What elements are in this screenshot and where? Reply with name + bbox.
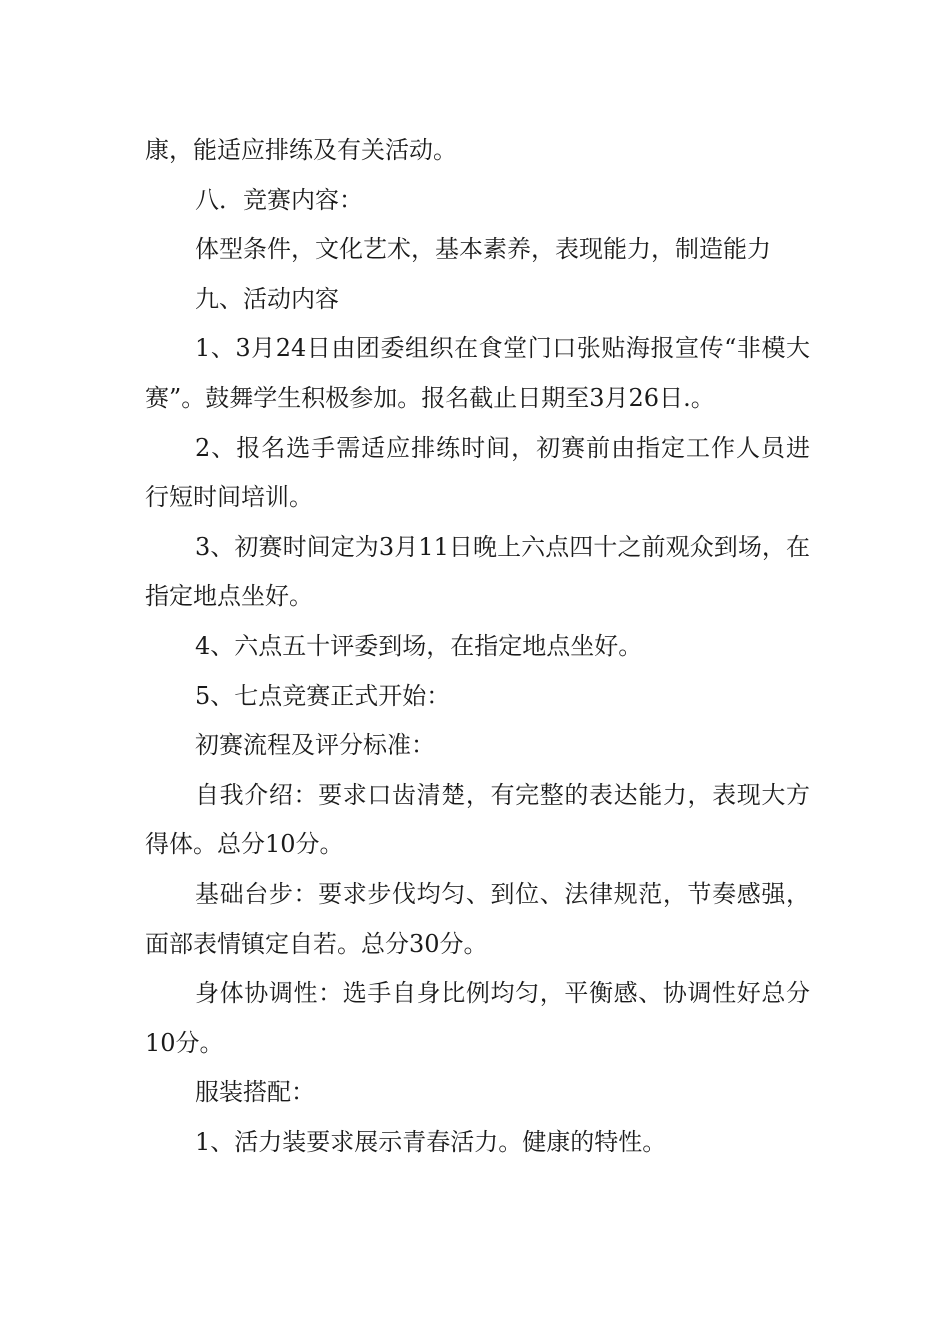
outfit-item-1: 1、活力装要求展示青春活力。健康的特性。 [195,1127,667,1156]
paragraph-continuation: 康，能适应排练及有关活动。 [145,136,457,164]
list-item-3: 3、初赛时间定为3月11日晚上六点四十之前观众到场，在指定地点坐好。 [145,532,810,611]
document-body [145,126,810,1167]
section-heading-competition-content: 八．竞赛内容： [195,185,363,214]
list-item-2: 2、报名选手需适应排练时间，初赛前由指定工作人员进行短时间培训。 [145,433,810,512]
list-item-4: 4、六点五十评委到场，在指定地点坐好。 [195,631,643,660]
list-item-1: 1、3月24日由团委组织在食堂门口张贴海报宣传“非模大赛”。鼓舞学生积极参加。报名截止日期至3月26日.。 [145,334,810,412]
subheading-outfit-matching: 服装搭配： [195,1078,315,1107]
section-heading-activity-content: 九、活动内容 [195,284,339,313]
criterion-body-coordination: 身体协调性：选手自身比例均匀，平衡感、协调性好总分10分。 [145,979,810,1057]
criterion-self-introduction: 自我介绍：要求口齿清楚，有完整的表达能力，表现大方得体。总分10分。 [145,780,810,859]
criterion-basic-catwalk: 基础台步：要求步伐均匀、到位、法律规范，节奏感强，面部表情镇定自若。总分30分。 [145,879,810,958]
subheading-scoring-standards: 初赛流程及评分标准： [195,731,435,760]
paragraph-competition-items: 体型条件，文化艺术，基本素养，表现能力，制造能力 [195,235,771,264]
list-item-5: 5、七点竞赛正式开始： [195,681,451,710]
